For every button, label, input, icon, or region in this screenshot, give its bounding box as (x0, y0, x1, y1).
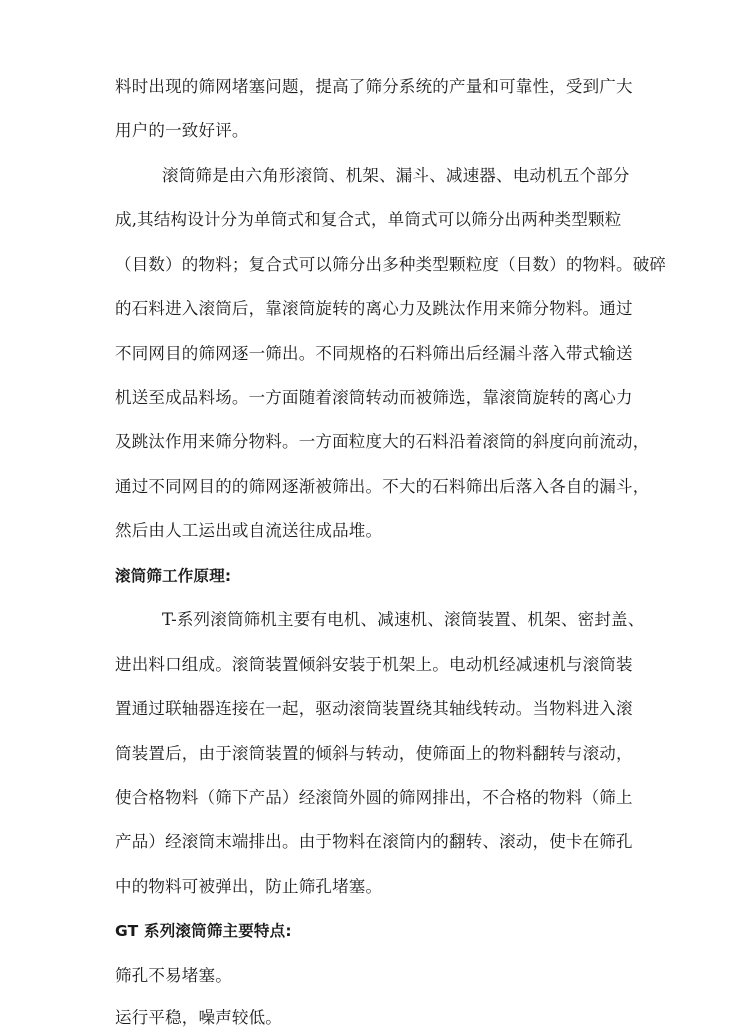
paragraph-2-line-1: 滚筒筛是由六角形滚筒、机架、漏斗、减速器、电动机五个部分 (162, 166, 630, 185)
paragraph-2-line-4: 的石料进入滚筒后，靠滚筒旋转的离心力及跳汰作用来筛分物料。通过 (115, 299, 633, 318)
section-heading-principle: 滚筒筛工作原理: (115, 567, 232, 585)
feature-item-2: 运行平稳，噪声较低。 (115, 1008, 282, 1027)
paragraph-2-line-9: 然后由人工运出或自流送往成品堆。 (115, 521, 383, 540)
paragraph-2-line-3: （目数）的物料；复合式可以筛分出多种类型颗粒度（目数）的物料。破碎 (115, 255, 667, 274)
paragraph-1-line-2: 用户的一致好评。 (115, 121, 249, 140)
paragraph-3-line-4: 筒装置后，由于滚筒装置的倾斜与转动，使筛面上的物料翻转与滚动， (115, 744, 633, 763)
paragraph-2-line-6: 机送至成品料场。一方面随着滚筒转动而被筛选，靠滚筒旋转的离心力 (115, 388, 633, 407)
paragraph-3-line-6: 产品）经滚筒末端排出。由于物料在滚筒内的翻转、滚动，使卡在筛孔 (115, 832, 633, 851)
paragraph-3-line-5: 使合格物料（筛下产品）经滚筒外圆的筛网排出，不合格的物料（筛上 (115, 788, 633, 807)
feature-item-1: 筛孔不易堵塞。 (115, 966, 232, 985)
paragraph-1-line-1: 料时出现的筛网堵塞问题，提高了筛分系统的产量和可靠性，受到广大 (115, 77, 633, 96)
paragraph-3-line-2: 进出料口组成。滚筒装置倾斜安装于机架上。电动机经减速机与滚筒装 (115, 655, 633, 674)
paragraph-2-line-8: 通过不同网目的的筛网逐渐被筛出。不大的石料筛出后落入各自的漏斗， (115, 477, 650, 496)
paragraph-2-line-2: 成,其结构设计分为单筒式和复合式，单筒式可以筛分出两种类型颗粒 (115, 210, 622, 229)
section-heading-features: GT 系列滚筒筛主要特点: (115, 922, 292, 940)
paragraph-2-line-7: 及跳汰作用来筛分物料。一方面粒度大的石料沿着滚筒的斜度向前流动， (115, 432, 650, 451)
paragraph-3-line-1: T-系列滚筒筛机主要有电机、减速机、滚筒装置、机架、密封盖、 (162, 610, 645, 629)
paragraph-3-line-3: 置通过联轴器连接在一起，驱动滚筒装置绕其轴线转动。当物料进入滚 (115, 699, 633, 718)
paragraph-2-line-5: 不同网目的筛网逐一筛出。不同规格的石料筛出后经漏斗落入带式输送 (115, 344, 633, 363)
paragraph-3-line-7: 中的物料可被弹出，防止筛孔堵塞。 (115, 877, 383, 896)
